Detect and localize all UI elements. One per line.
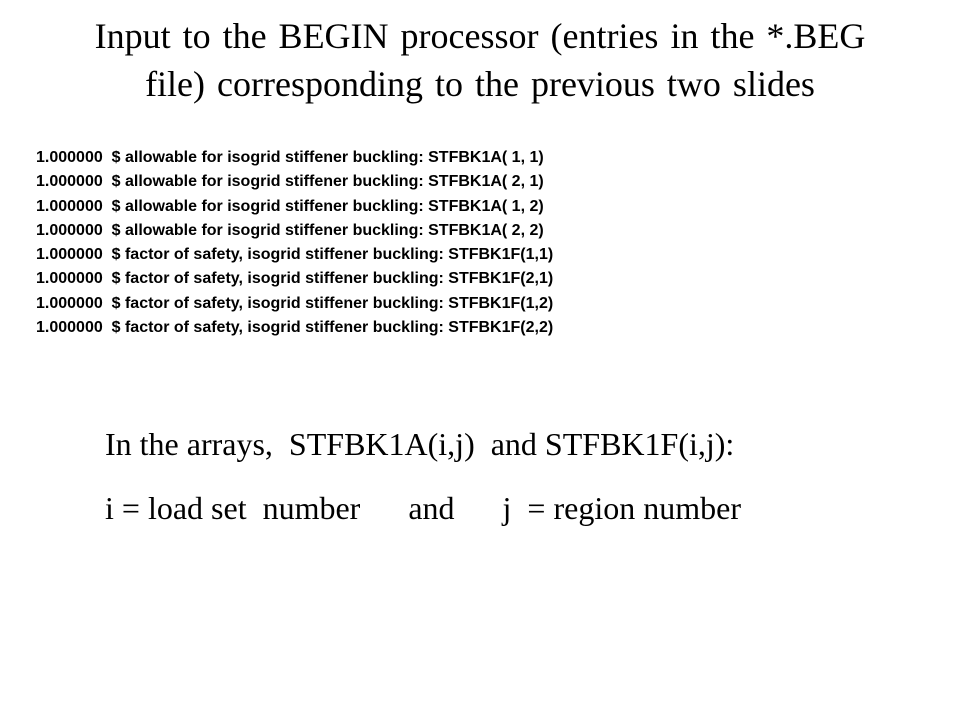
entry-line: 1.000000 $ factor of safety, isogrid stiffener buckling: STFBK1F(1,2) [36,294,554,312]
title-line-1: Input to the BEGIN processor (entries in the *.BEG [94,16,866,56]
index-j-definition: j = region number [502,490,741,526]
and-word: and [408,490,455,526]
index-spacer [455,490,503,526]
entry-line: 1.000000 $ allowable for isogrid stiffener buckling: STFBK1A( 2, 1) [36,173,544,191]
entry-line: 1.000000 $ factor of safety, isogrid stiffener buckling: STFBK1F(2,1) [36,270,554,288]
entry-line: 1.000000 $ allowable for isogrid stiffener buckling: STFBK1A( 1, 1) [36,149,544,166]
entry-line: 1.000000 $ factor of safety, isogrid stiffener buckling: STFBK1F(1,1) [36,246,554,264]
index-definition [105,488,741,528]
slide-title [40,12,920,108]
title-line-2: file) corresponding to the previous two slides [145,64,815,104]
entry-line: 1.000000 $ allowable for isogrid stiffener buckling: STFBK1A( 1, 2) [36,197,544,215]
entry-line: 1.000000 $ factor of safety, isogrid stiffener buckling: STFBK1F(2,2) [36,319,554,337]
arrays-note: In the arrays, STFBK1A(i,j) and STFBK1F(i,j): [105,426,735,462]
entry-line: 1.000000 $ allowable for isogrid stiffener buckling: STFBK1A( 2, 2) [36,221,544,239]
index-spacer [360,490,408,526]
beg-file-entries [36,146,936,340]
index-i-definition: i = load set number [105,490,361,526]
